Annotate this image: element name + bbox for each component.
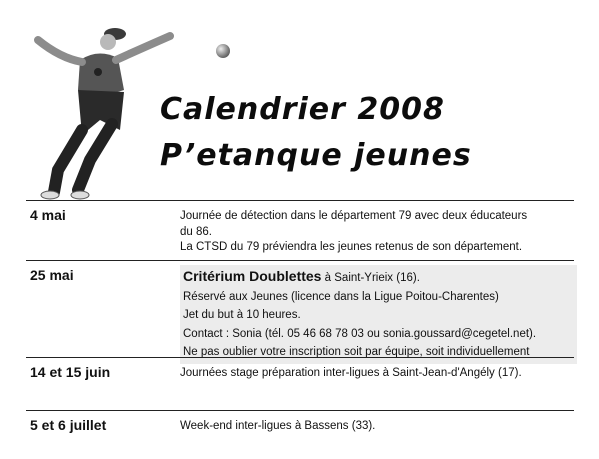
- table-row: [26, 200, 574, 260]
- boule-ball: [216, 44, 230, 58]
- table-row: [26, 410, 574, 455]
- event-description: Journée de détection dans le département 79 avec deux éducateurs du 86. La CTSD du 79 préviendra les jeunes retenus de son département.: [180, 210, 528, 253]
- petanque-player-illustration: [20, 20, 180, 200]
- calendar-table: [26, 200, 574, 455]
- event-date: 4 mai: [30, 207, 66, 223]
- event-description: Critérium Doublettes à Saint-Yrieix (16). Réservé aux Jeunes (licence dans la Ligue Poitou-Charentes) Jet du but à 10 heures. Contact : Sonia (tél. 05 46 68 78 03 ou sonia.goussard@cegetel.net). Ne pas oublier votre inscription soit par équipe, soit individuellement: [180, 265, 577, 364]
- event-date: 14 et 15 juin: [30, 364, 111, 380]
- event-date: 5 et 6 juillet: [30, 417, 107, 433]
- event-headline: Critérium Doublettes: [183, 268, 322, 284]
- table-row: [26, 260, 574, 357]
- event-date: 25 mai: [30, 267, 74, 283]
- table-row: [26, 357, 574, 410]
- event-description: Journées stage préparation inter-ligues à Saint-Jean-d'Angély (17).: [180, 367, 522, 379]
- event-description: Week-end inter-ligues à Bassens (33).: [180, 420, 376, 432]
- title-line-2: P’etanque jeunes: [160, 138, 472, 173]
- title-line-1: Calendrier 2008: [160, 92, 445, 127]
